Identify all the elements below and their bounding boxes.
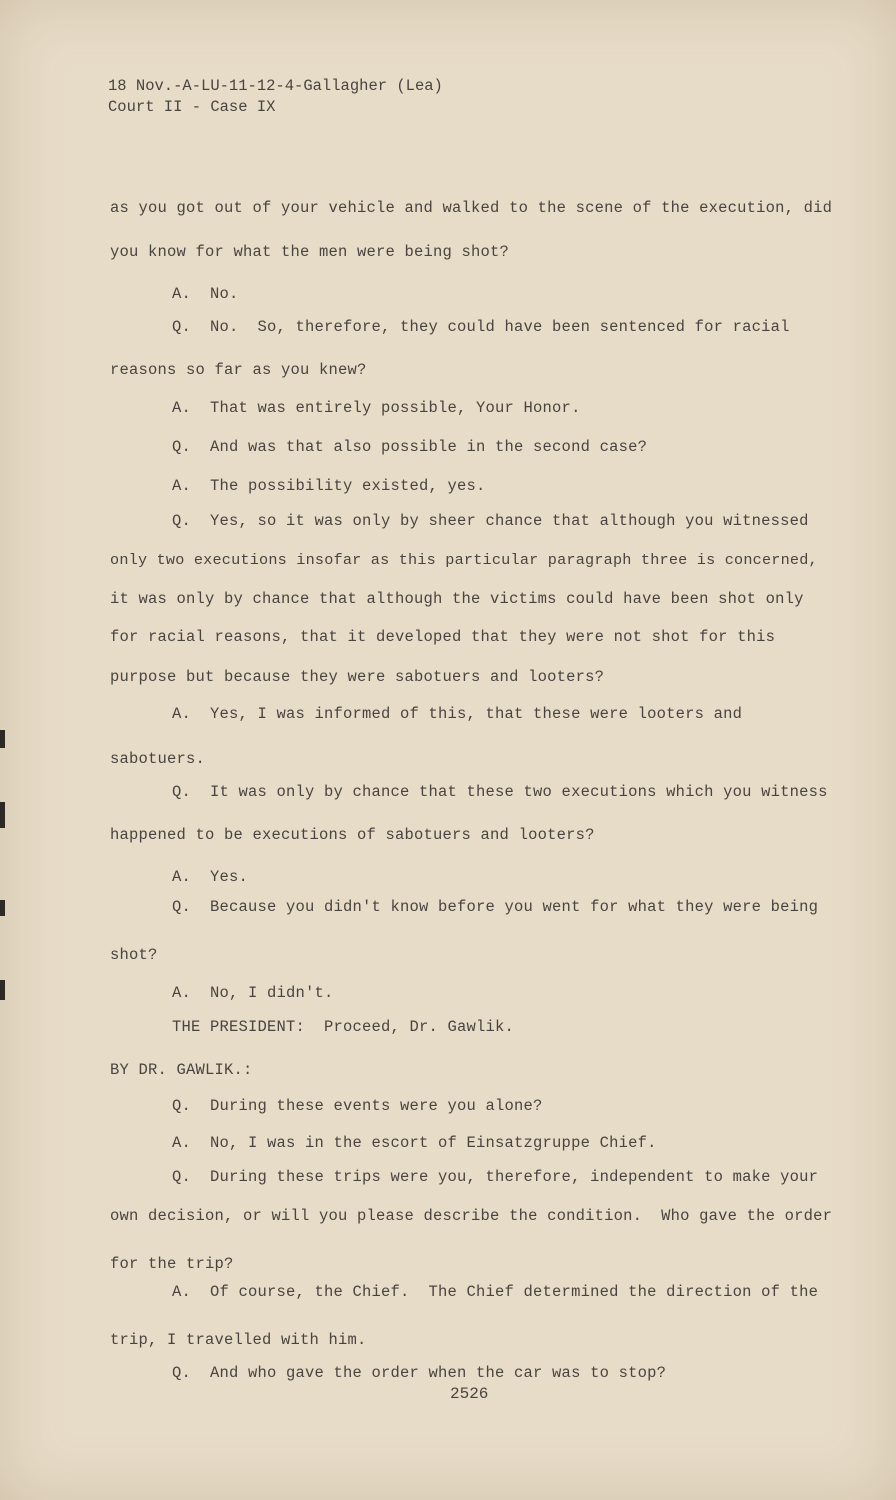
text-line: Q. Yes, so it was only by sheer chance that although you witnessed	[172, 512, 809, 530]
text-line: BY DR. GAWLIK.:	[110, 1061, 253, 1079]
text-line: THE PRESIDENT: Proceed, Dr. Gawlik.	[172, 1018, 515, 1036]
text-line: for racial reasons, that it developed that they were not shot for this	[110, 628, 776, 646]
text-line: Q. And was that also possible in the second case?	[172, 438, 648, 456]
text-line: for the trip?	[110, 1255, 234, 1273]
text-line: A. No, I was in the escort of Einsatzgruppe Chief.	[172, 1134, 657, 1152]
binding-mark	[0, 730, 5, 748]
text-line: Q. And who gave the order when the car was to stop?	[172, 1364, 667, 1382]
text-line: as you got out of your vehicle and walked to the scene of the execution, did	[110, 199, 833, 217]
text-line: trip, I travelled with him.	[110, 1331, 367, 1349]
text-line: sabotuers.	[110, 750, 206, 768]
text-line: only two executions insofar as this particular paragraph three is concerned,	[110, 551, 818, 569]
text-line: happened to be executions of sabotuers and looters?	[110, 826, 595, 844]
binding-mark	[0, 980, 5, 1000]
text-line: own decision, or will you please describe the condition. Who gave the order	[110, 1207, 833, 1225]
text-line: A. No, I didn't.	[172, 984, 334, 1002]
text-line: you know for what the men were being shot?	[110, 243, 510, 261]
document-header	[108, 76, 443, 118]
page-number: 2526	[450, 1385, 489, 1403]
text-line: Q. It was only by chance that these two executions which you witness	[172, 783, 828, 801]
text-line: Q. During these events were you alone?	[172, 1097, 543, 1115]
binding-mark	[0, 900, 5, 916]
binding-mark	[0, 802, 5, 828]
text-line: Q. During these trips were you, therefore, independent to make your	[172, 1168, 819, 1186]
text-line: A. That was entirely possible, Your Honor.	[172, 399, 581, 417]
text-line: it was only by chance that although the victims could have been shot only	[110, 590, 804, 608]
text-line: Q. No. So, therefore, they could have been sentenced for racial	[172, 318, 790, 336]
text-line: A. No.	[172, 285, 239, 303]
text-line: Q. Because you didn't know before you went for what they were being	[172, 898, 819, 916]
text-line: shot?	[110, 946, 158, 964]
header-reference: 18 Nov.-A-LU-11-12-4-Gallagher (Lea)	[108, 77, 443, 95]
text-line: A. Of course, the Chief. The Chief determined the direction of the	[172, 1283, 819, 1301]
text-line: purpose but because they were sabotuers and looters?	[110, 668, 605, 686]
header-court: Court II - Case IX	[108, 98, 276, 116]
text-line: A. Yes, I was informed of this, that these were looters and	[172, 705, 743, 723]
text-line: A. The possibility existed, yes.	[172, 477, 486, 495]
text-line: reasons so far as you knew?	[110, 361, 367, 379]
text-line: A. Yes.	[172, 868, 249, 886]
